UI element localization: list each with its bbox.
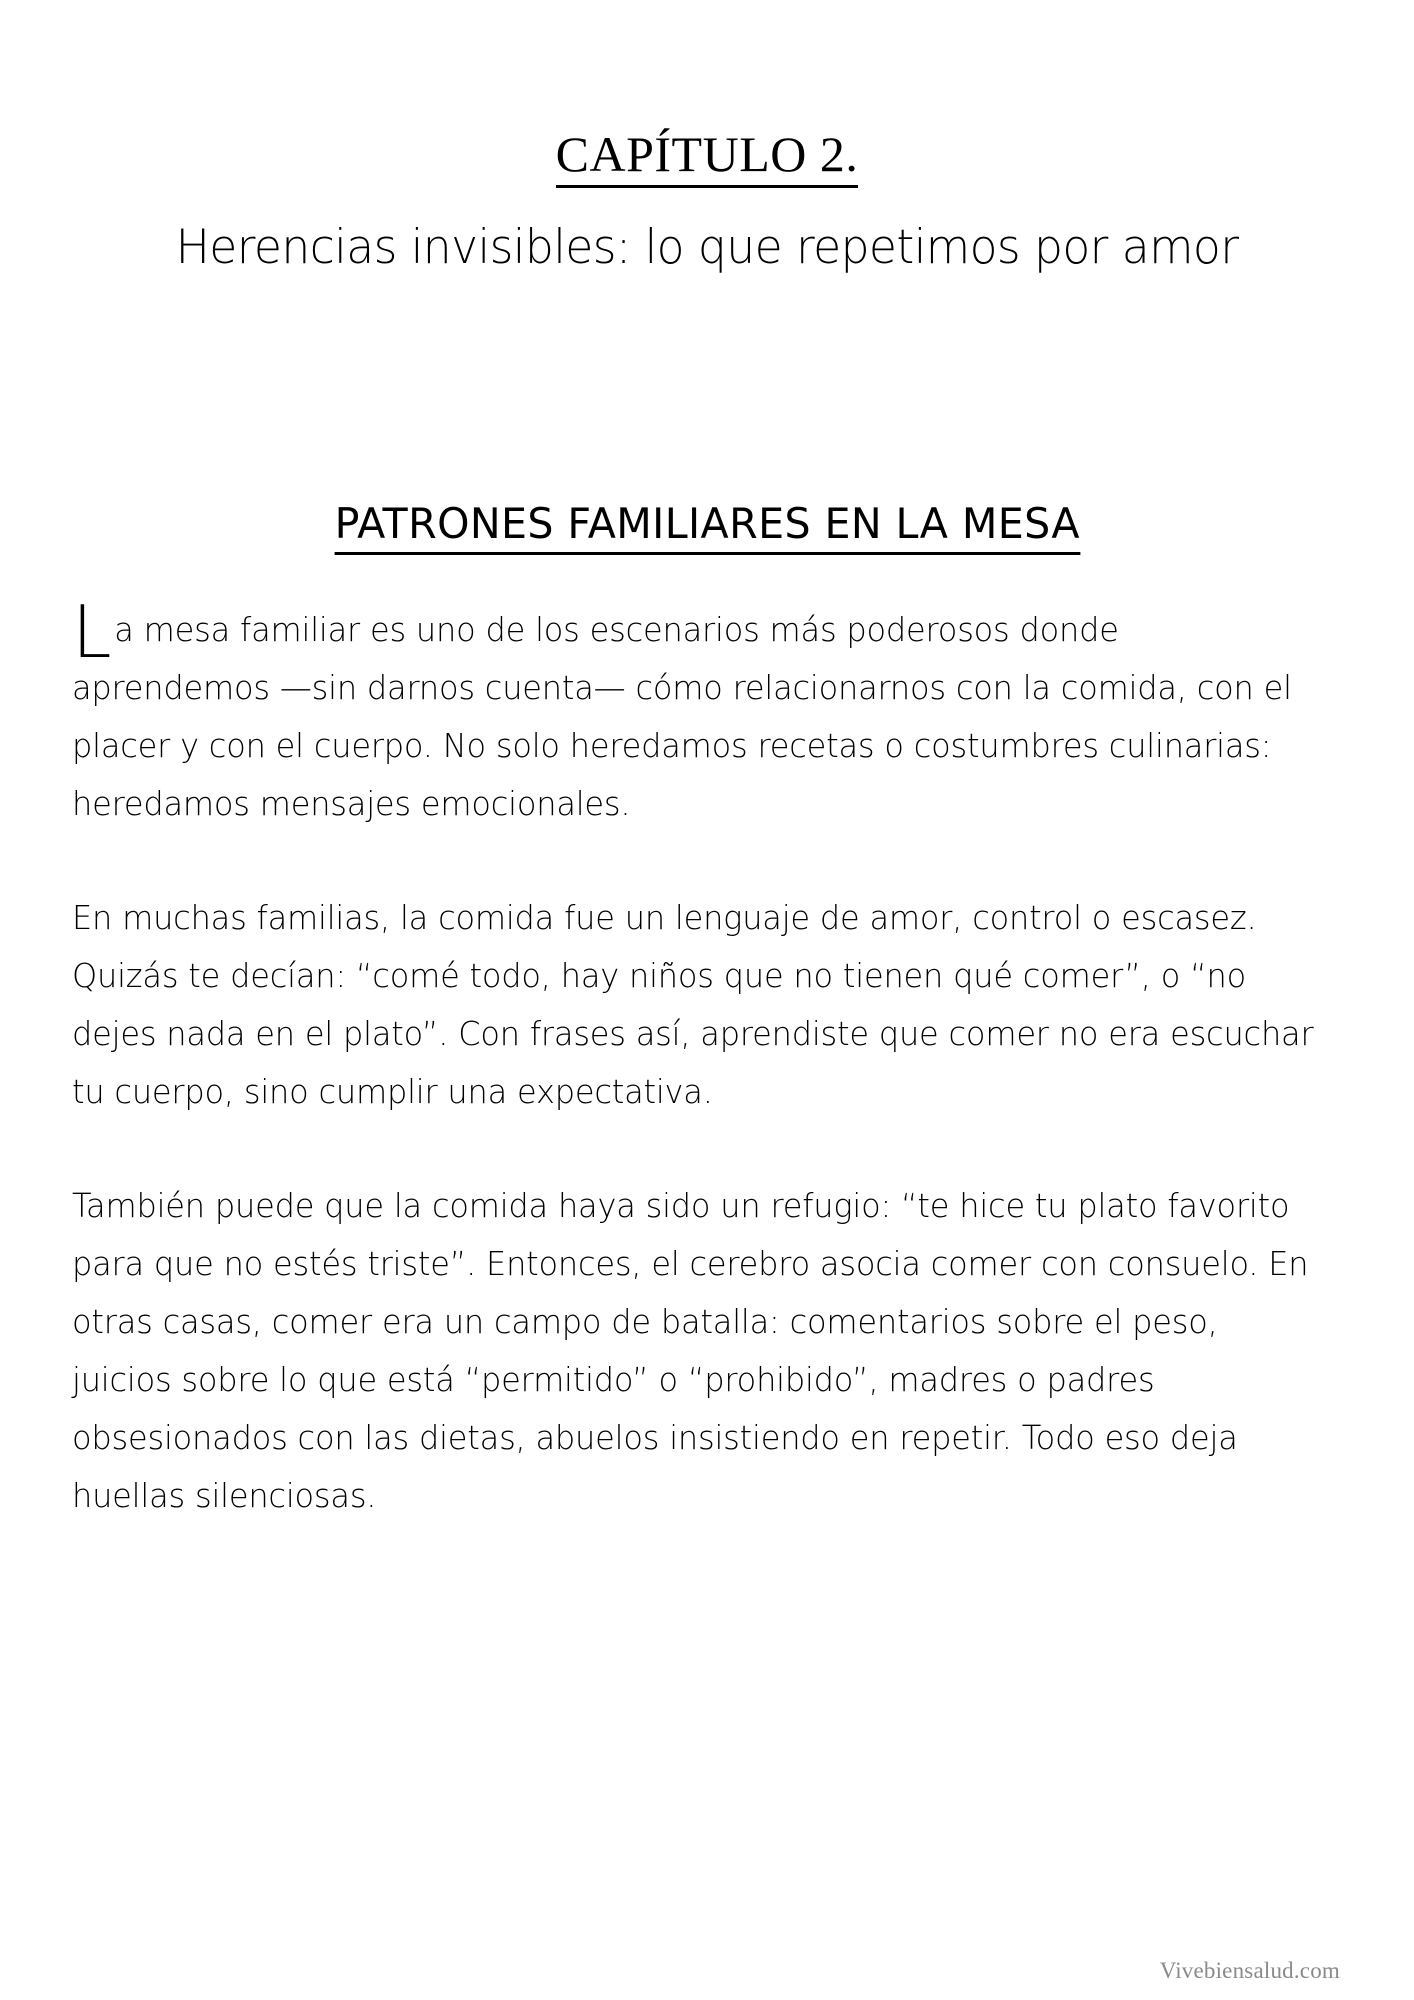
chapter-subtitle: Herencias invisibles: lo que repetimos por amor [175,219,1239,275]
paragraph-2: En muchas familias, la comida fue un lenguaje de amor, control o escasez. Quizás te decían: “comé todo, hay niños que no tienen qué comer”, o “no dejes nada en el plato”. Con frases así, aprendiste que comer no era escuchar tu cuerpo, sino cumplir una expectativa. [72,899,1314,1112]
body-copy [72,555,1342,1525]
paragraph-1-text: a mesa familiar es uno de los escenarios más poderosos donde aprendemos —sin darnos cuenta— cómo relacionarnos con la comida, con el placer y con el cuerpo. No solo heredamos recetas o costumbres culinarias: heredamos mensajes emocionales. [72,611,1292,824]
chapter-title [72,0,1342,188]
section-heading [72,273,1342,555]
paragraph-3: También puede que la comida haya sido un refugio: “te hice tu plato favorito para que no estés triste”. Entonces, el cerebro asocia comer con consuelo. En otras casas, comer era un campo de batalla: comentarios sobre el peso, juicios sobre lo que está “permitido” o “prohibido”, madres o padres obsesionados con las dietas, abuelos insistiendo en repetir. Todo eso deja huellas silenciosas. [72,1187,1309,1516]
paragraph-1 [72,590,1323,833]
watermark: Vivebiensalud.com [1159,1958,1340,1983]
section-heading-text: PATRONES FAMILIARES EN LA MESA [334,501,1079,555]
drop-cap: L [72,590,112,675]
chapter-title-text: CAPÍTULO 2. [556,128,859,188]
